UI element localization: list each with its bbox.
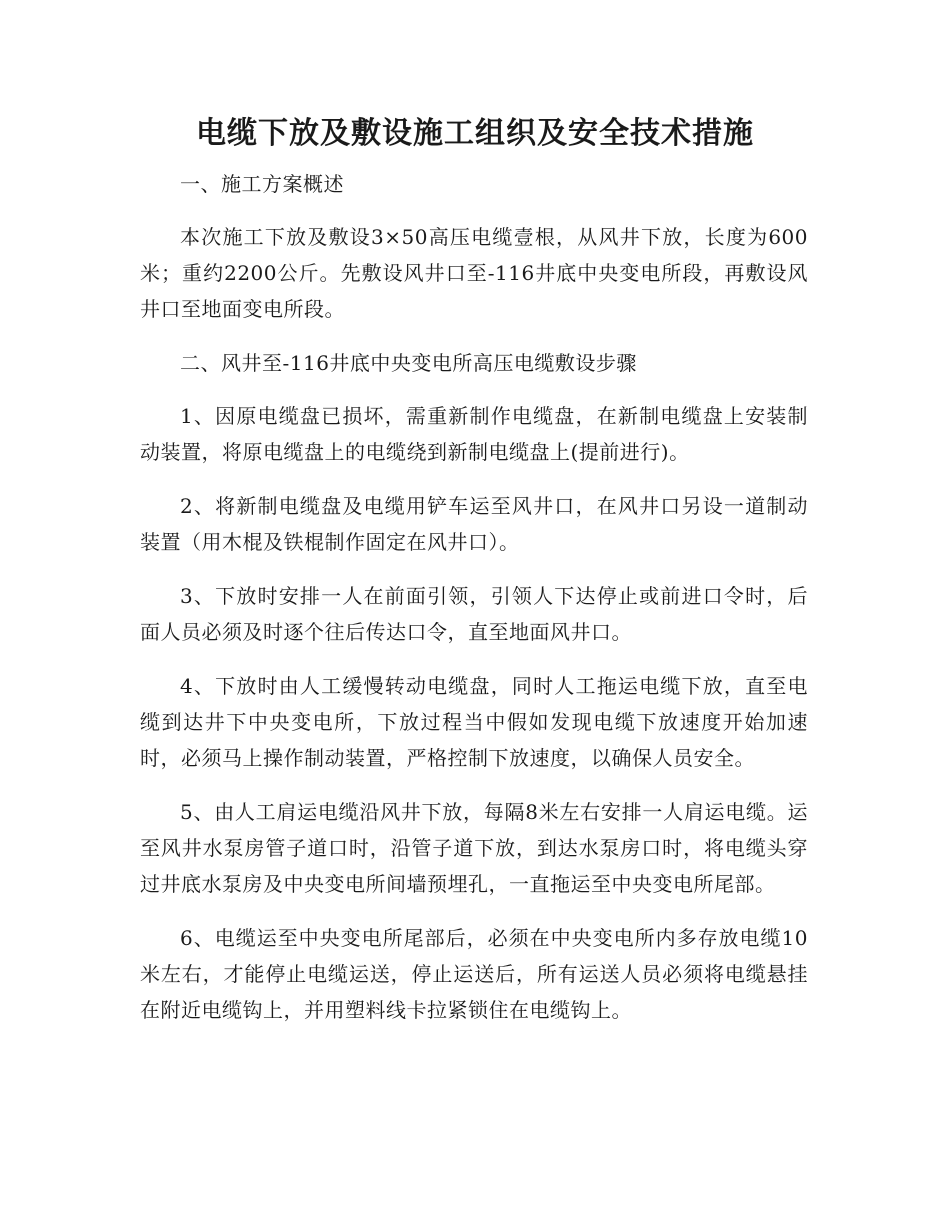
overview-paragraph: 本次施工下放及敷设3×50高压电缆壹根，从风井下放，长度为600米；重约2200公斤。先敷设风井口至-116井底中央变电所段，再敷设风井口至地面变电所段。 bbox=[140, 225, 808, 321]
step-paragraph: 5、由人工肩运电缆沿风井下放，每隔8米左右安排一人肩运电缆。运至风井水泵房管子道口时，沿管子道下放，到达水泵房口时，将电缆头穿过井底水泵房及中央变电所间墙预埋孔，一直拖运至中央变电所尾部。 bbox=[140, 800, 808, 896]
section-heading-overview: 一、施工方案概述 bbox=[180, 172, 344, 196]
step-paragraph: 4、下放时由人工缓慢转动电缆盘，同时人工拖运电缆下放，直至电缆到达井下中央变电所，下放过程当中假如发现电缆下放速度开始加速时，必须马上操作制动装置，严格控制下放速度，以确保人员安全。 bbox=[140, 674, 808, 770]
document-title: 电缆下放及敷设施工组织及安全技术措施 bbox=[196, 116, 754, 151]
step-paragraph: 1、因原电缆盘已损坏，需重新制作电缆盘，在新制电缆盘上安装制动装置，将原电缆盘上的电缆绕到新制电缆盘上(提前进行)。 bbox=[140, 404, 808, 464]
step-paragraph: 2、将新制电缆盘及电缆用铲车运至风井口，在风井口另设一道制动装置（用木棍及铁棍制作固定在风井口）。 bbox=[140, 494, 808, 554]
document-body bbox=[140, 166, 808, 1028]
step-paragraph: 6、电缆运至中央变电所尾部后，必须在中央变电所内多存放电缆10米左右，才能停止电缆运送，停止运送后，所有运送人员必须将电缆悬挂在附近电缆钩上，并用塑料线卡拉紧锁住在电缆钩上。 bbox=[140, 926, 808, 1022]
section-heading-steps: 二、风井至-116井底中央变电所高压电缆敷设步骤 bbox=[180, 351, 637, 375]
step-paragraph: 3、下放时安排一人在前面引领，引领人下达停止或前进口令时，后面人员必须及时逐个往后传达口令，直至地面风井口。 bbox=[140, 584, 808, 644]
